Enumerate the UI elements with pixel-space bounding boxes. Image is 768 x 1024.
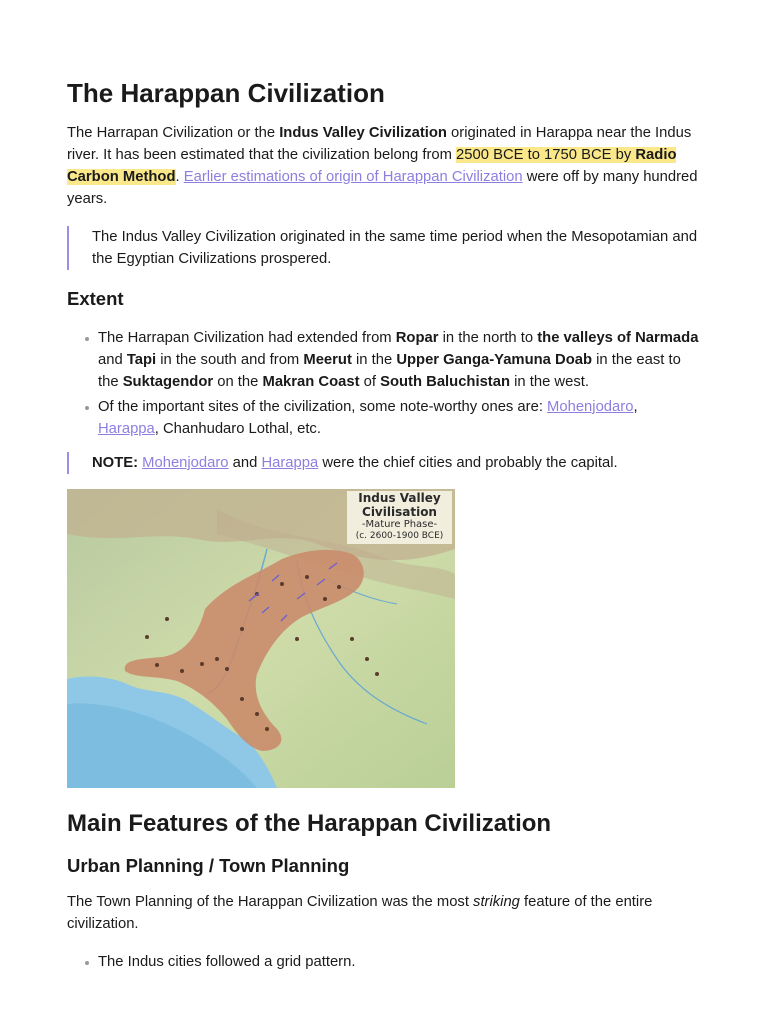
extent-list xyxy=(67,327,701,440)
text: , xyxy=(633,399,638,415)
text: feature of the entire civilization. xyxy=(67,894,653,932)
text: Of the important sites of the civilization, some note-worthy ones are: xyxy=(98,399,548,415)
map-title-line: Indus Valley xyxy=(358,491,441,505)
text: were off by many hundred years. xyxy=(67,169,698,207)
text: in the west. xyxy=(510,374,589,390)
text: in the north to xyxy=(438,330,538,346)
text: The Harrapan Civilization or the xyxy=(67,125,280,141)
bold-text: Makran Coast xyxy=(262,374,360,390)
bold-text: Tapi xyxy=(126,352,157,368)
note-callout xyxy=(67,452,701,474)
harappa-link[interactable]: Harappa xyxy=(261,455,319,471)
text: were the chief cities and probably the capital. xyxy=(318,455,618,471)
bold-text: Suktagendor xyxy=(122,374,214,390)
text: and xyxy=(228,455,262,471)
town-planning-paragraph xyxy=(67,891,701,935)
town-planning-list xyxy=(67,951,701,973)
text: in the east to the xyxy=(98,352,681,390)
text: The Harrapan Civilization had extended from xyxy=(98,330,396,346)
bold-text: Meerut xyxy=(303,352,352,368)
bold-text: Indus Valley Civilization xyxy=(279,125,447,141)
bold-text: South Baluchistan xyxy=(380,374,511,390)
section-heading-extent: Extent xyxy=(67,288,124,309)
text: and xyxy=(98,352,127,368)
list-item xyxy=(98,396,701,440)
bold-text: Ropar xyxy=(395,330,439,346)
highlight-bold: Radio Carbon Method xyxy=(67,147,677,185)
text: of xyxy=(359,374,381,390)
bold-text: Upper Ganga-Yamuna Doab xyxy=(396,352,592,368)
map-date-range: (c. 2600-1900 BCE) xyxy=(355,531,444,541)
map-title-box xyxy=(347,491,452,544)
page-title: The Harappan Civilization xyxy=(67,78,385,108)
mohenjodaro-link[interactable]: Mohenjodaro xyxy=(142,455,229,471)
subsection-heading-urban-planning: Urban Planning / Town Planning xyxy=(67,855,350,876)
text: originated in Harappa near the Indus river. It has been estimated that the civilization belong from xyxy=(67,125,692,163)
section-heading-main-features: Main Features of the Harappan Civilization xyxy=(67,810,552,837)
bold-text: the valleys of Narmada xyxy=(537,330,699,346)
origin-estimation-link[interactable]: Earlier estimations of origin of Harappan Civilization xyxy=(183,169,523,185)
text: The Town Planning of the Harappan Civilization was the most xyxy=(67,894,474,910)
list-item: The Indus cities followed a grid pattern. xyxy=(98,951,701,973)
text: in the xyxy=(351,352,397,368)
intro-paragraph xyxy=(67,122,701,210)
highlight: 2500 BCE to 1750 BCE by xyxy=(456,147,636,163)
harappa-link[interactable]: Harappa xyxy=(98,421,155,437)
note-label: NOTE: xyxy=(92,455,139,471)
mohenjodaro-link[interactable]: Mohenjodaro xyxy=(547,399,634,415)
map-title-line: Civilisation xyxy=(362,505,437,519)
indus-valley-map-image xyxy=(67,489,455,788)
italic-text: striking xyxy=(473,894,520,910)
text: , Chanhudaro Lothal, etc. xyxy=(154,421,321,437)
text: in the south and from xyxy=(156,352,304,368)
text: on the xyxy=(213,374,263,390)
text: . xyxy=(175,169,184,185)
blockquote: The Indus Valley Civilization originated in the same time period when the Mesopotamian and the Egyptian Civilizations prospered. xyxy=(67,226,701,270)
list-item xyxy=(98,327,701,393)
map-subtitle: -Mature Phase- xyxy=(361,519,438,530)
